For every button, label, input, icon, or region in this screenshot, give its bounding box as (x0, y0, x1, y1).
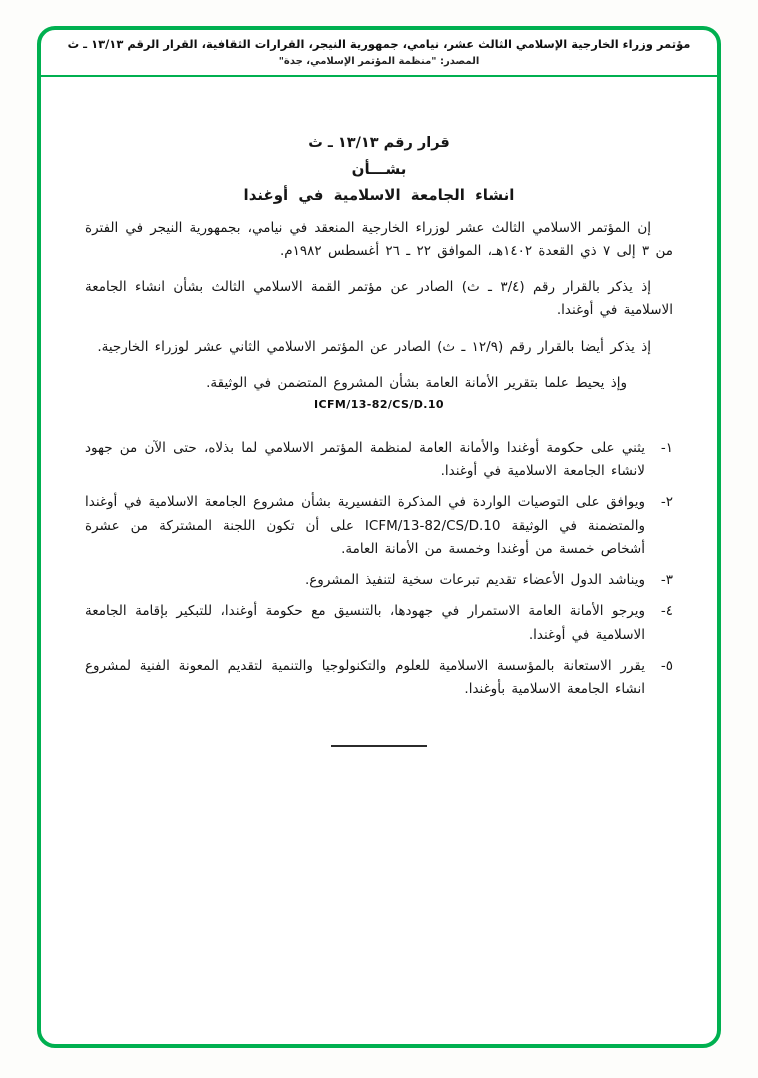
document-border-frame (37, 26, 721, 1048)
item-text: يقرر الاستعانة بالمؤسسة الاسلامية للعلوم والتكنولوجيا والتنمية لتقديم المعونة الفنية لمشروع انشاء الجامعة الاسلامية بأوغندا. (85, 657, 645, 697)
preamble-paragraph-4: وإذ يحيط علما بتقرير الأمانة العامة بشأن المشروع المتضمن في الوثيقة. (206, 374, 627, 391)
header-divider (41, 75, 717, 77)
resolution-subject-label: بشـــأن (351, 159, 407, 178)
item-number: ٥- (660, 657, 673, 674)
document-reference: ICFM/13-82/CS/D.10 (314, 397, 444, 411)
item-text: ويوافق على التوصيات الواردة في المذكرة التفسيرية بشأن مشروع الجامعة الاسلامية في أوغندا والمتضمنة في الوثيقة ICFM/13-82/CS/D.10 على أن تكون اللجنة المشتركة من عشرة أشخاص خمسة من أوغندا وخمسة من الأمانة العامة. (85, 494, 646, 557)
header-title: مؤتمر وزراء الخارجية الإسلامي الثالث عشر، نيامي، جمهورية النيجر، القرارات الثقافية، القرار الرقم ١٣/١٣ ـ ث (67, 37, 691, 51)
list-item-3 (85, 569, 673, 592)
resolution-subject: انشاء الجامعة الاسلامية في أوغندا (243, 185, 515, 204)
item-number: ١- (660, 439, 673, 456)
resolution-number: قرار رقم ١٣/١٣ ـ ث (308, 134, 450, 151)
item-text: ويرجو الأمانة العامة الاستمرار في جهودها، بالتنسيق مع حكومة أوغندا، للتبكير بإقامة الجامعة الاسلامية في أوغندا. (85, 603, 645, 643)
header-source: المصدر: "منظمة المؤتمر الإسلامي، جدة" (278, 55, 480, 67)
list-item-1 (85, 437, 673, 483)
item-number: ٢- (660, 494, 673, 511)
document-header (41, 30, 717, 71)
list-item-4 (85, 600, 673, 646)
title-block (85, 135, 673, 204)
preamble-paragraph-2: إذ يذكر بالقرار رقم (٣/٤ ـ ث) الصادر عن مؤتمر القمة الاسلامي الثالث بشأن انشاء الجامعة الاسلامية في أوغندا. (85, 279, 673, 319)
item-number: ٣- (660, 572, 673, 589)
item-text: ويناشد الدول الأعضاء تقديم تبرعات سخية لتنفيذ المشروع. (304, 572, 645, 589)
list-item-2 (85, 491, 673, 561)
item-text: يثني على حكومة أوغندا والأمانة العامة لمنظمة المؤتمر الاسلامي لما بذلاه، حتى الآن من جهود لانشاء الجامعة الاسلامية في أوغندا. (85, 439, 645, 480)
document-body (41, 135, 717, 748)
list-item-5 (85, 655, 673, 701)
closing-divider (331, 745, 427, 747)
preamble-paragraph-1: إن المؤتمر الاسلامي الثالث عشر لوزراء الخارجية المنعقد في نيامي، بجمهورية النيجر في الفترة من ٣ إلى ٧ ذي القعدة ١٤٠٢هـ، الموافق ٢٢ ـ ٢٦ أغسطس ١٩٨٢م. (85, 219, 673, 259)
resolution-items (85, 437, 673, 701)
item-number: ٤- (660, 603, 673, 620)
preamble-paragraph-3: إذ يذكر أيضا بالقرار رقم (١٢/٩ ـ ث) الصادر عن المؤتمر الاسلامي الثاني عشر لوزراء الخارجية. (97, 338, 651, 355)
